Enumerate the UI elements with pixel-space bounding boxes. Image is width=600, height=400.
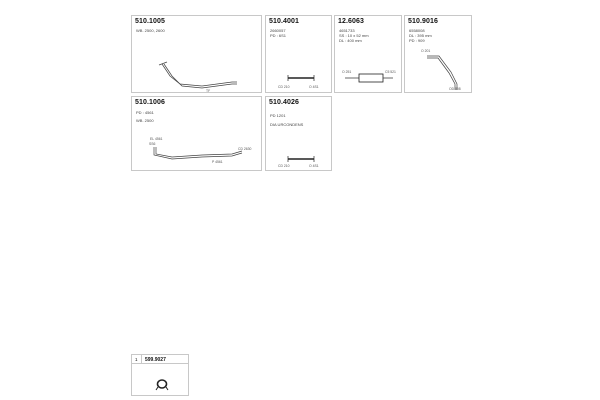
dimension-label: EL 4561 bbox=[150, 137, 163, 141]
part-spec-line: WB. 2500 bbox=[136, 118, 154, 123]
part-card-510-1005[interactable] bbox=[131, 15, 262, 93]
part-spec-line: DIA URCONDENS bbox=[270, 122, 304, 127]
dimension-label: SS6 bbox=[149, 142, 156, 146]
part-code: 510.1005 bbox=[135, 18, 165, 25]
pipe-section-drawing bbox=[266, 16, 333, 94]
dimension-label: O 201 bbox=[421, 49, 431, 53]
accessory-index: 1 bbox=[135, 357, 138, 362]
exhaust-pipe-drawing bbox=[132, 97, 263, 172]
dimension-label: TF bbox=[206, 89, 211, 93]
part-spec-line: SS : 10 x 52 mm bbox=[339, 33, 369, 38]
dimension-label: P 4561 bbox=[212, 160, 223, 164]
part-spec-line: WB. 2500, 2600 bbox=[136, 28, 165, 33]
part-spec-line: PD : 6S1 bbox=[270, 33, 287, 38]
dimension-label: CD 210 bbox=[278, 164, 290, 168]
part-code: 510.4001 bbox=[269, 18, 299, 25]
accessory-card[interactable] bbox=[131, 354, 189, 396]
part-spec-line: 4651733 bbox=[339, 28, 355, 33]
dimension-label: OD 898 bbox=[449, 87, 461, 91]
part-card-12-6063[interactable] bbox=[334, 15, 402, 93]
muffler-drawing bbox=[335, 16, 403, 94]
accessory-code: 599.9027 bbox=[145, 356, 166, 363]
part-code: 510.9016 bbox=[408, 18, 438, 25]
dimension-label: CD 210 bbox=[278, 85, 290, 89]
dimension-label: O 4S1 bbox=[309, 85, 319, 89]
part-spec-line: 2660057 bbox=[270, 28, 286, 33]
part-spec-line: DL : 395 mm bbox=[409, 33, 432, 38]
part-card-510-4001[interactable] bbox=[265, 15, 332, 93]
dimension-label: O 4S1 bbox=[309, 164, 319, 168]
part-code: 12.6063 bbox=[338, 18, 365, 25]
part-code: 510.1006 bbox=[135, 99, 165, 106]
pipe-section-drawing bbox=[266, 97, 333, 172]
part-spec-line: 6558008 bbox=[409, 28, 425, 33]
part-spec-line: PD 1201 bbox=[270, 113, 286, 118]
part-spec-line: DL : 400 mm bbox=[339, 38, 362, 43]
part-code: 510.4026 bbox=[269, 99, 299, 106]
part-card-510-1006[interactable] bbox=[131, 96, 262, 171]
dimension-label: O 251 bbox=[342, 70, 352, 74]
bent-pipe-drawing bbox=[405, 16, 473, 94]
part-spec-line: PD : 4561 bbox=[136, 110, 154, 115]
dimension-label: CD 2630 bbox=[238, 147, 252, 151]
clamp-icon bbox=[132, 355, 190, 397]
exhaust-pipe-drawing bbox=[132, 16, 263, 94]
part-spec-line: PD : 909 bbox=[409, 38, 425, 43]
dimension-label: C5 521 bbox=[385, 70, 396, 74]
part-card-510-9016[interactable] bbox=[404, 15, 472, 93]
part-card-510-4026[interactable] bbox=[265, 96, 332, 171]
